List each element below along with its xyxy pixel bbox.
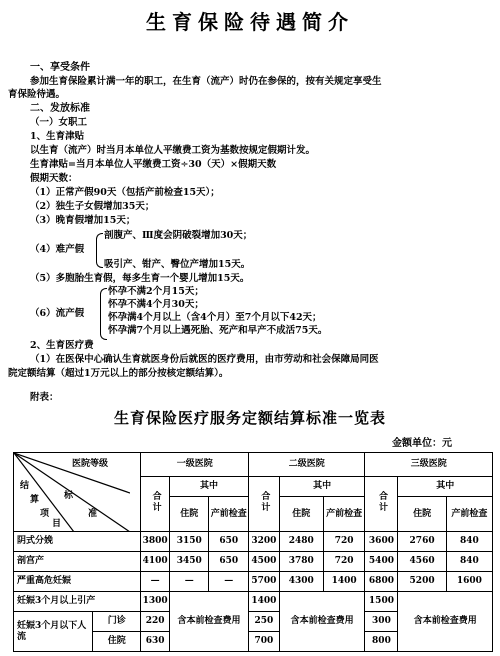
leave-4a: 剖腹产、Ⅲ度会阴破裂增加30天；	[104, 230, 253, 241]
subtotal-header: 其中	[398, 477, 493, 497]
table-row: 住院 630 700 800	[14, 632, 493, 652]
total-header: 合计	[249, 477, 280, 532]
diag-label: 算	[30, 495, 40, 505]
table-row: 严重高危妊娠 — — — 5700 4300 1400 6800 5200 1600	[14, 572, 493, 592]
appendix-label: 附表：	[30, 392, 59, 403]
level-3-header: 三级医院	[365, 453, 493, 477]
total-header: 合计	[365, 477, 398, 532]
diag-label: 准	[88, 509, 98, 519]
brace	[96, 233, 103, 268]
leave-4: （4）难产假	[30, 244, 85, 255]
prenatal-header: 产前检查	[446, 497, 492, 532]
leave-6b: 怀孕不满4个月30天；	[108, 299, 204, 310]
table-title: 生育保险医疗服务定额结算标准一览表	[113, 409, 386, 427]
prenatal-header: 产前检查	[209, 497, 249, 532]
diag-label-hospital-level: 医院等级	[72, 459, 109, 469]
subtotal-header: 其中	[279, 477, 365, 497]
item-1-days-label: 假期天数：	[30, 173, 78, 184]
leave-5: （5）多胞胎生育假，每多生育一个婴儿增加15天。	[30, 273, 250, 284]
diag-label: 项	[40, 509, 50, 519]
leave-6a: 怀孕不满2个月15天；	[108, 286, 204, 297]
level-2-header: 二级医院	[249, 453, 365, 477]
prenatal-header: 产前检查	[323, 497, 365, 532]
standards-table	[13, 452, 493, 652]
section-2-heading: 二、发放标准	[30, 103, 90, 114]
leave-3: （3）晚育假增加15天；	[30, 215, 136, 226]
item-2-heading: 2、生育医疗费	[30, 340, 94, 351]
note-cell: 含本前检查费用	[169, 592, 248, 652]
page-title: 生育保险待遇简介	[146, 10, 354, 34]
note-cell: 含本前检查费用	[398, 592, 493, 652]
total-header: 合计	[141, 477, 170, 532]
item-1-text: 以生育（流产）时当月本单位人平缴费工资为基数按规定假期计发。	[30, 145, 316, 156]
diag-label: 标	[64, 491, 74, 501]
inpatient-header: 住院	[279, 497, 323, 532]
section-1-heading: 一、享受条件	[30, 62, 90, 73]
diag-label: 目	[52, 519, 62, 529]
inpatient-header: 住院	[398, 497, 446, 532]
section-1-text: 参加生育保险累计满一年的职工，在生育（流产）时仍在参保的，按有关规定享受生	[30, 76, 382, 87]
leave-2: （2）独生子女假增加35天；	[30, 201, 155, 212]
table-unit: 金额单位：元	[392, 438, 452, 449]
table-row: 妊娠3个月以上引产 1300 含本前检查费用 1400 含本前检查费用 1500 含本前检查费用	[14, 592, 493, 612]
table-row: 妊娠3个月以下人流 门诊 220 250 300	[14, 612, 493, 632]
section-1-text-cont: 育保险待遇。	[8, 89, 66, 100]
inpatient-header: 住院	[169, 497, 209, 532]
leave-4b: 吸引产、钳产、臀位产增加15天。	[104, 259, 251, 270]
leave-6: （6）流产假	[30, 308, 85, 319]
item-2-text: （1）在医保中心确认生育就医身份后就医的医疗费用，由市劳动和社会保障局同医	[30, 354, 379, 365]
brace	[100, 288, 107, 340]
subtotal-header: 其中	[169, 477, 248, 497]
diag-label: 结	[20, 481, 30, 491]
item-1-heading: 1、生育津贴	[30, 131, 85, 142]
leave-6c: 怀孕满4个月以上（含4个月）至7个月以下42天；	[108, 312, 322, 323]
item-1-formula: 生育津贴=当月本单位人平缴费工资÷30（天）×假期天数	[30, 159, 277, 170]
item-2-text-cont: 院定额结算（超过1万元以上的部分按核定额结算）。	[8, 368, 229, 379]
table-diagonal-header	[14, 453, 141, 532]
section-2-sub: （一）女职工	[30, 117, 88, 128]
note-cell: 含本前检查费用	[279, 592, 365, 652]
table-row: 阴式分娩 3800 3150 650 3200 2480 720 3600 2760 840	[14, 532, 493, 552]
table-row: 剖宫产 4100 3450 650 4500 3780 720 5400 4560 840	[14, 552, 493, 572]
leave-1: （1）正常产假90天（包括产前检查15天）；	[30, 187, 220, 198]
level-1-header: 一级医院	[141, 453, 249, 477]
leave-6d: 怀孕满7个月以上遇死胎、死产和早产不成活75天。	[108, 325, 328, 336]
